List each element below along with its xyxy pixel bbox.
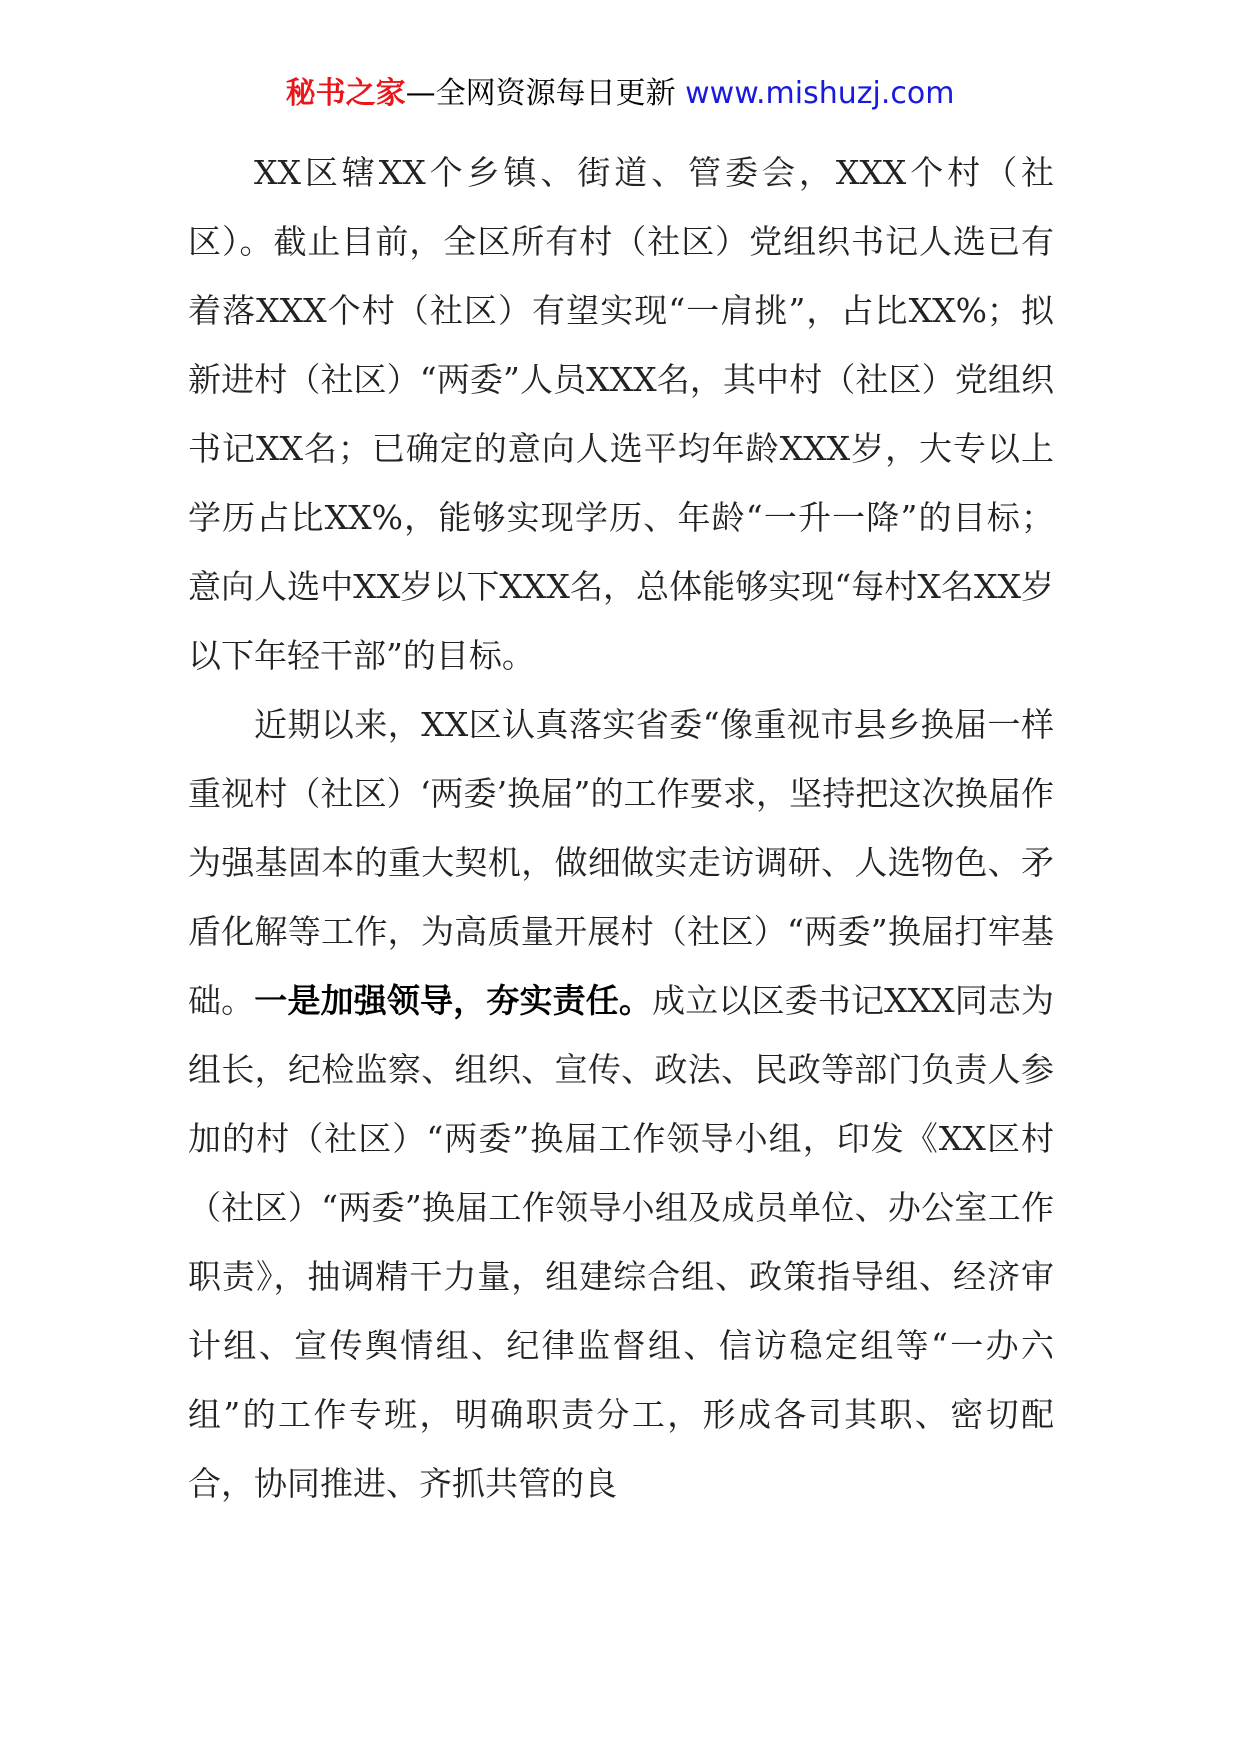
paragraph-1: XX区辖XX个乡镇、街道、管委会，XXX个村（社区）。截止目前，全区所有村（社区）党组织书记人选已有着落XXX个村（社区）有望实现“一肩挑”，占比XX%；拟新进村（社区）“两委”人员XXX名，其中村（社区）党组织书记XX名；已确定的意向人选平均年龄XXX岁，大专以上学历占比XX%，能够实现学历、年龄“一升一降”的目标；意向人选中XX岁以下XXX名，总体能够实现“每村X名XX岁以下年轻干部”的目标。 — [188, 153, 1054, 675]
header-slogan: —全网资源每日更新 — [405, 76, 686, 111]
paragraph-2 — [188, 690, 1054, 1518]
header-url-link[interactable]: www.mishuzj.com — [685, 76, 955, 111]
paragraph-2-body: 成立以区委书记XXX同志为组长，纪检监察、组织、宣传、政法、民政等部门负责人参加的村（社区）“两委”换届工作领导小组，印发《XX区村（社区）“两委”换届工作领导小组及成员单位、办公室工作职责》，抽调精干力量，组建综合组、政策指导组、经济审计组、宣传舆情组、纪律监督组、信访稳定组等“一办六组”的工作专班，明确职责分工，形成各司其职、密切配合，协同推进、齐抓共管的良 — [188, 981, 1055, 1503]
page-header — [0, 72, 1240, 116]
paragraph-2-lead-heading: 一是加强领导，夯实责任。 — [254, 981, 653, 1020]
header-brand: 秘书之家 — [285, 76, 406, 111]
document-body — [188, 138, 1054, 1518]
paragraph-2-intro: 近期以来，XX区认真落实省委“像重视市县乡换届一样重视村（社区）‘两委’换届”的工作要求，坚持把这次换届作为强基固本的重大契机，做细做实走访调研、人选物色、矛盾化解等工作，为高质量开展村（社区）“两委”换届打牢基础。 — [188, 705, 1054, 1020]
